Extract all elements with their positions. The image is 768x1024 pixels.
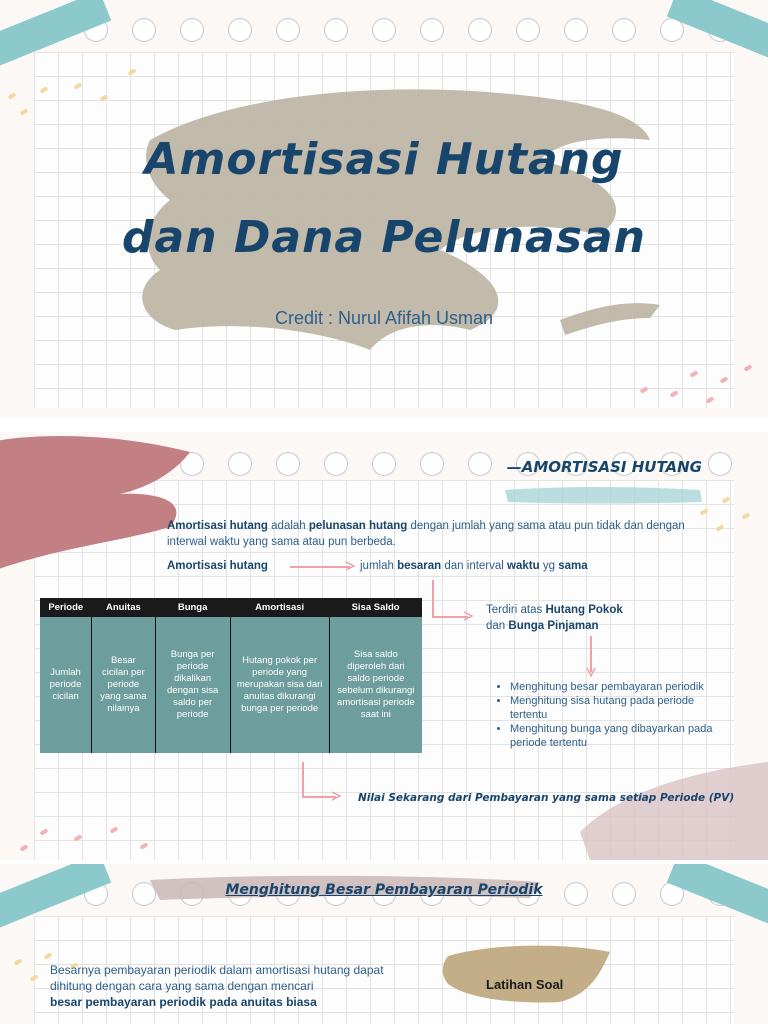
arrow-down (590, 636, 592, 672)
arrow-connector-pv-h (302, 796, 336, 798)
list-item: • Menghitung besar pembayaran periodik (510, 680, 730, 694)
terdiri-text (486, 602, 686, 634)
term-pelunasan: pelunasan hutang (308, 520, 408, 532)
title-line-1: Amortisasi Hutang (144, 134, 624, 185)
body-text: Besarnya pembayaran periodik dalam amortisasi hutang dapat dihitung dengan cara yang sama dengan mencari (50, 963, 384, 993)
col-header-anuitas: Anuitas (92, 598, 156, 617)
definition-text (167, 518, 697, 550)
line-bold: besaran (397, 560, 442, 572)
slide-title (0, 0, 768, 418)
term-bunga-pinjaman: Bunga Pinjaman (508, 620, 599, 632)
line-part: jumlah (360, 560, 398, 572)
col-header-bunga: Bunga (155, 598, 230, 617)
pv-text: Nilai Sekarang dari Pembayaran yang sama setiap Periode (PV) (358, 792, 735, 804)
arrow-connector-pv-v (302, 762, 304, 796)
table-cell: Jumlah periode cicilan (40, 617, 92, 753)
section-heading: —AMORTISASI HUTANG (506, 458, 702, 476)
table-cell: Besar cicilan per periode yang sama nilainya (92, 617, 156, 753)
latihan-soal-label: Latihan Soal (486, 977, 564, 992)
line-bold: waktu (507, 560, 540, 572)
term-hutang-pokok: Hutang Pokok (545, 604, 623, 616)
amortisasi-line-desc (360, 558, 588, 574)
col-header-amortisasi: Amortisasi (230, 598, 329, 617)
table-cell: Sisa saldo diperoleh dari saldo periode sebelum dikurangi amortisasi periode saat ini (329, 617, 422, 753)
arrow-head-icon (464, 611, 474, 621)
line-part: yg (539, 560, 559, 572)
arrow-right-1 (290, 566, 350, 568)
arrow-head-icon (332, 791, 342, 801)
confetti-decoration (0, 0, 768, 418)
col-header-periode: Periode (40, 598, 92, 617)
terdiri-part: Terdiri atas (486, 604, 546, 616)
section-heading-3: Menghitung Besar Pembayaran Periodik (225, 882, 543, 898)
line-part: dan interval (441, 560, 508, 572)
arrow-connector-v (432, 580, 434, 616)
term-amortisasi: Amortisasi hutang (167, 520, 268, 532)
list-item: • Menghitung bunga yang dibayarkan pada periode tertentu (510, 722, 730, 750)
definition-part: dengan jumlah yang sama atau pun tidak dan dengan interwal waktu yang sama atau pun berbeda. (167, 520, 685, 548)
table-cell: Bunga per periode dikalikan dengan sisa saldo per periode (155, 617, 230, 753)
arrow-connector-h (432, 616, 468, 618)
col-header-sisa-saldo: Sisa Saldo (329, 598, 422, 617)
amortization-table (40, 598, 422, 753)
list-item: • Menghitung sisa hutang pada periode tertentu (510, 694, 730, 722)
line-bold: sama (558, 560, 588, 572)
table-header-row (40, 598, 422, 617)
title-line-2: dan Dana Pelunasan (122, 212, 646, 263)
body-bold: besar pembayaran periodik pada anuitas biasa (50, 995, 317, 1009)
table-cell: Hutang pokok per periode yang merupakan sisa dari anuitas dikurangi bunga per periode (230, 617, 329, 753)
arrow-head-icon (346, 561, 356, 571)
amortisasi-line-label (167, 558, 268, 574)
bullet-list (496, 680, 730, 750)
credit-text: Credit : Nurul Afifah Usman (274, 308, 494, 328)
term-amortisasi-2: Amortisasi hutang (167, 560, 268, 572)
periodik-body (50, 962, 390, 1010)
terdiri-part: dan (486, 620, 509, 632)
definition-part: adalah (267, 520, 309, 532)
arrow-head-down-icon (586, 668, 596, 678)
table-row (40, 617, 422, 753)
